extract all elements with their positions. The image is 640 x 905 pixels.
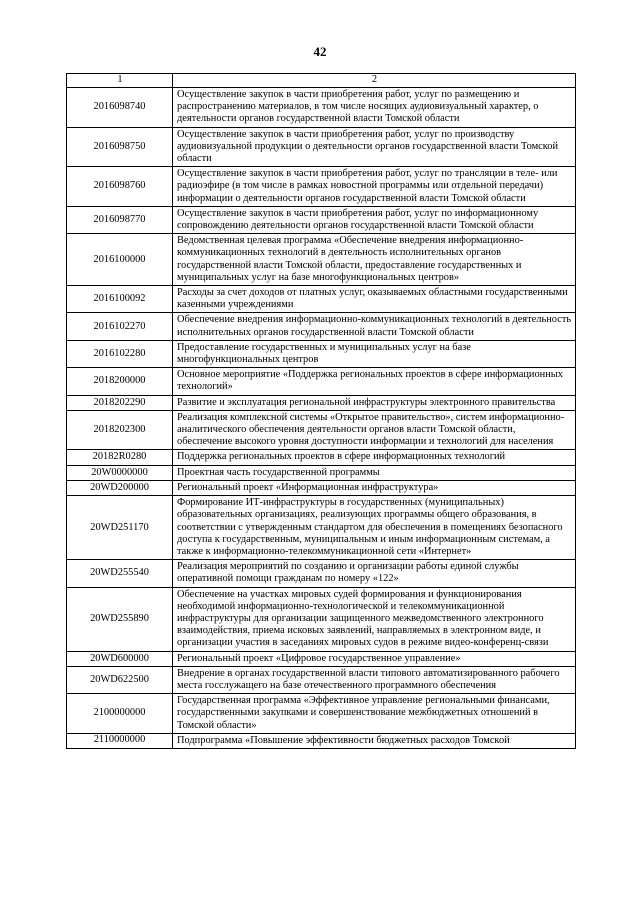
table-row xyxy=(67,450,576,465)
target-article-code: 2016098770 xyxy=(67,206,173,233)
target-article-code: 2018202290 xyxy=(67,395,173,410)
table-row xyxy=(67,651,576,666)
table-row xyxy=(67,496,576,560)
table-row xyxy=(67,127,576,167)
target-article-code: 20WD622500 xyxy=(67,666,173,693)
target-article-description: Обеспечение на участках мировых судей формирования и функционирования необходимой информационно-технологической и телекоммуникационной инфраструктуры для организации защищенного межведомственного электронного взаимодействия, приема исковых заявлений, направляемых в электронном виде, и организации участия в заседаниях мировых судов в режиме видео-конференц-связи xyxy=(173,587,576,651)
target-article-description: Проектная часть государственной программы xyxy=(173,465,576,480)
table-row xyxy=(67,206,576,233)
budget-classification-table xyxy=(66,73,576,749)
table-row xyxy=(67,368,576,395)
target-article-code: 2018202300 xyxy=(67,410,173,450)
target-article-code: 2016100000 xyxy=(67,234,173,286)
target-article-code: 2110000000 xyxy=(67,733,173,748)
table-row xyxy=(67,286,576,313)
target-article-description: Поддержка региональных проектов в сфере информационных технологий xyxy=(173,450,576,465)
target-article-description: Осуществление закупок в части приобретения работ, услуг по трансляции в теле- или радиоэфире (в том числе в рамках новостной программы или отдельной передачи) информации о деятельности органов государственной власти Томской области xyxy=(173,167,576,207)
target-article-code: 2016100092 xyxy=(67,286,173,313)
target-article-code: 2018200000 xyxy=(67,368,173,395)
table-row xyxy=(67,313,576,340)
table-row xyxy=(67,410,576,450)
target-article-description: Основное мероприятие «Поддержка региональных проектов в сфере информационных технологий» xyxy=(173,368,576,395)
table-row xyxy=(67,88,576,128)
target-article-code: 2016098740 xyxy=(67,88,173,128)
target-article-code: 2016102280 xyxy=(67,340,173,367)
table-row xyxy=(67,395,576,410)
target-article-description: Обеспечение внедрения информационно-коммуникационных технологий в деятельность исполнительных органов государственной власти Томской области xyxy=(173,313,576,340)
table-row xyxy=(67,234,576,286)
target-article-code: 20182R0280 xyxy=(67,450,173,465)
target-article-description: Региональный проект «Информационная инфраструктура» xyxy=(173,480,576,495)
table-row xyxy=(67,666,576,693)
target-article-description: Расходы за счет доходов от платных услуг, оказываемых областными государственными казенными учреждениями xyxy=(173,286,576,313)
table-row xyxy=(67,587,576,651)
target-article-description: Реализация мероприятий по созданию и организации работы единой службы оперативной помощи гражданам по номеру «122» xyxy=(173,560,576,587)
target-article-description: Ведомственная целевая программа «Обеспечение внедрения информационно-коммуникационных технологий в деятельность исполнительных органов государственной власти Томской области, предоставление государственных и муниципальных услуг на базе многофункциональных центров» xyxy=(173,234,576,286)
target-article-description: Реализация комплексной системы «Открытое правительство», систем информационно-аналитического обеспечения деятельности органов власти Томской области, обеспечение высокого уровня доступности информации и технологий для населения xyxy=(173,410,576,450)
target-article-description: Осуществление закупок в части приобретения работ, услуг по производству аудиовизуальной продукции о деятельности органов государственной власти Томской области xyxy=(173,127,576,167)
table-row xyxy=(67,340,576,367)
target-article-code: 20WD600000 xyxy=(67,651,173,666)
target-article-code: 20WD255540 xyxy=(67,560,173,587)
target-article-description: Государственная программа «Эффективное управление региональными финансами, государственными закупками и совершенствование межбюджетных отношений в Томской области» xyxy=(173,694,576,734)
target-article-code: 2016098760 xyxy=(67,167,173,207)
target-article-code: 2100000000 xyxy=(67,694,173,734)
page-number: 42 xyxy=(313,44,327,59)
target-article-code: 20WD200000 xyxy=(67,480,173,495)
target-article-description: Осуществление закупок в части приобретения работ, услуг по размещению и распространению материалов, в том числе носящих аудиовизуальный характер, о деятельности органов государственной власти Томской области xyxy=(173,88,576,128)
target-article-code: 2016098750 xyxy=(67,127,173,167)
target-article-description: Предоставление государственных и муниципальных услуг на базе многофункциональных центров xyxy=(173,340,576,367)
table-row xyxy=(67,560,576,587)
column-header-2: 2 xyxy=(173,74,576,88)
table-header-row xyxy=(67,74,576,88)
target-article-description: Формирование ИТ-инфраструктуры в государственных (муниципальных) образовательных организациях, реализующих программы общего образования, в соответствии с утвержденным стандартом для обеспечения в помещениях безопасного доступа к государственным, муниципальным и иным информационным системам, а также к информационно-телекоммуникационной сети «Интернет» xyxy=(173,496,576,560)
target-article-code: 20W0000000 xyxy=(67,465,173,480)
target-article-description: Региональный проект «Цифровое государственное управление» xyxy=(173,651,576,666)
target-article-description: Подпрограмма «Повышение эффективности бюджетных расходов Томской xyxy=(173,733,576,748)
target-article-description: Осуществление закупок в части приобретения работ, услуг по информационному сопровождению деятельности органов государственной власти Томской области xyxy=(173,206,576,233)
table-row xyxy=(67,167,576,207)
table-row xyxy=(67,694,576,734)
table-row xyxy=(67,733,576,748)
target-article-description: Внедрение в органах государственной власти типового автоматизированного рабочего места госслужащего на базе отечественного программного обеспечения xyxy=(173,666,576,693)
target-article-code: 2016102270 xyxy=(67,313,173,340)
table-row xyxy=(67,465,576,480)
table-row xyxy=(67,480,576,495)
target-article-code: 20WD255890 xyxy=(67,587,173,651)
target-article-description: Развитие и эксплуатация региональной инфраструктуры электронного правительства xyxy=(173,395,576,410)
target-article-code: 20WD251170 xyxy=(67,496,173,560)
column-header-1: 1 xyxy=(67,74,173,88)
